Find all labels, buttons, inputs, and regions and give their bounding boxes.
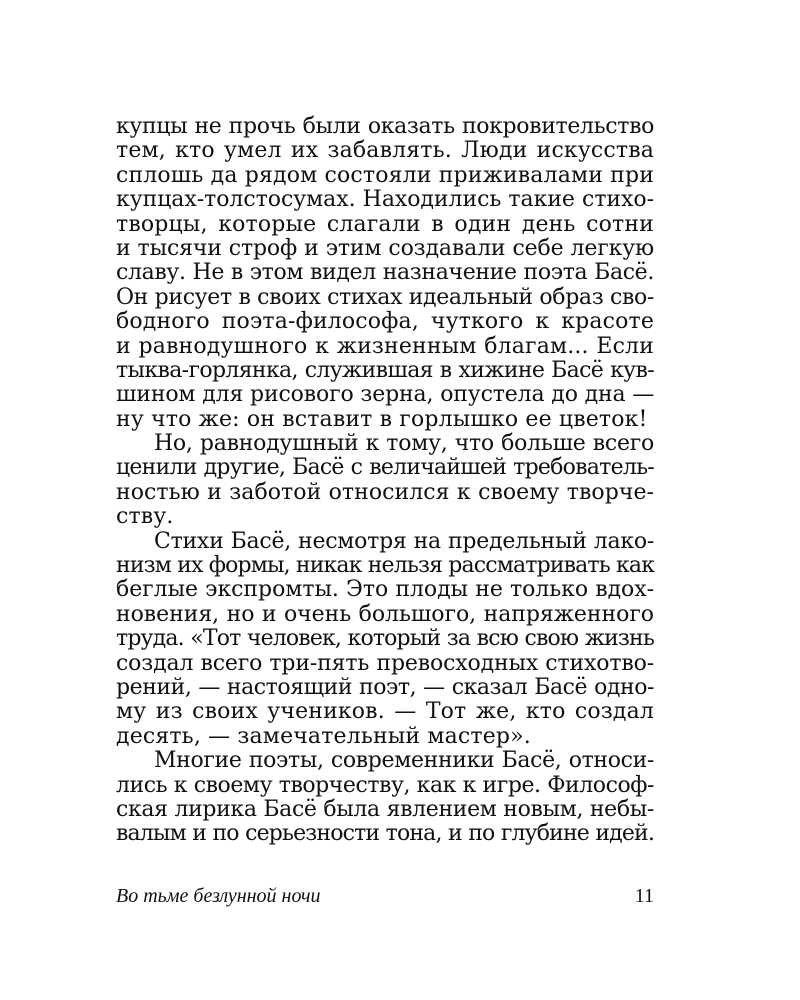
text-line: труда. «Тот человек, который за всю свою жизнь xyxy=(116,626,654,652)
text-line: и тысячи строф и этим создавали себе легкую xyxy=(116,235,654,261)
page-number: 11 xyxy=(634,885,654,907)
text-line: ству. xyxy=(116,504,174,530)
text-line: ценили другие, Басё с величайшей требователь- xyxy=(116,455,654,481)
text-line: тыква-горлянка, служившая в хижине Басё кув- xyxy=(116,357,654,383)
paragraph-first-line: Стихи Басё, несмотря на предельный лако- xyxy=(154,528,654,554)
text-line: тем, кто умел их забавлять. Люди искусства xyxy=(116,138,654,164)
text-line: творцы, которые слагали в один день сотни xyxy=(116,211,654,237)
text-line: и равнодушного к жизненным благам... Если xyxy=(116,333,654,359)
text-line: лись к своему творчеству, как к игре. Философ- xyxy=(116,772,654,798)
text-line: рений, — настоящий поэт, — сказал Басё одно- xyxy=(116,674,654,700)
paragraph-first-line: Но, равнодушный к тому, что больше всего xyxy=(154,431,654,457)
text-line: шином для рисового зерна, опустела до дна — xyxy=(116,382,655,408)
text-line: Он рисует в своих стихах идеальный образ сво- xyxy=(116,284,654,310)
text-line: ну что же: он вставит в горлышко ее цветок! xyxy=(116,406,648,432)
running-title: Во тьме безлунной ночи xyxy=(116,885,321,907)
text-line: купцы не прочь были оказать покровительство xyxy=(116,114,654,139)
text-line: ская лирика Басё была явлением новым, небы- xyxy=(116,796,654,822)
page-footer xyxy=(116,885,654,911)
paragraph-first-line: Многие поэты, современники Басё, относи- xyxy=(154,748,654,774)
text-line: новения, но и очень большого, напряженного xyxy=(116,601,654,627)
text-line: славу. Не в этом видел назначение поэта Басё. xyxy=(116,260,654,286)
text-line: создал всего три-пять превосходных стихотво- xyxy=(116,650,654,676)
page-body xyxy=(116,115,654,847)
text-line: купцах-толстосумах. Находились такие стихо- xyxy=(116,187,654,213)
text-line: сплошь да рядом состояли приживалами при xyxy=(116,162,655,188)
text-line: низм их формы, никак нельзя рассматривать как xyxy=(116,553,655,579)
text-line: ностью и заботой относился к своему творче- xyxy=(116,479,654,505)
text-line: валым и по серьезности тона, и по глубине идей. xyxy=(116,821,654,847)
text-line: десять, — замечательный мастер». xyxy=(116,723,531,749)
text-line: бодного поэта-философа, чуткого к красоте xyxy=(116,309,654,335)
text-line: беглые экспромты. Это плоды не только вдох- xyxy=(116,577,654,603)
text-line: му из своих учеников. — Тот же, кто создал xyxy=(116,699,654,725)
